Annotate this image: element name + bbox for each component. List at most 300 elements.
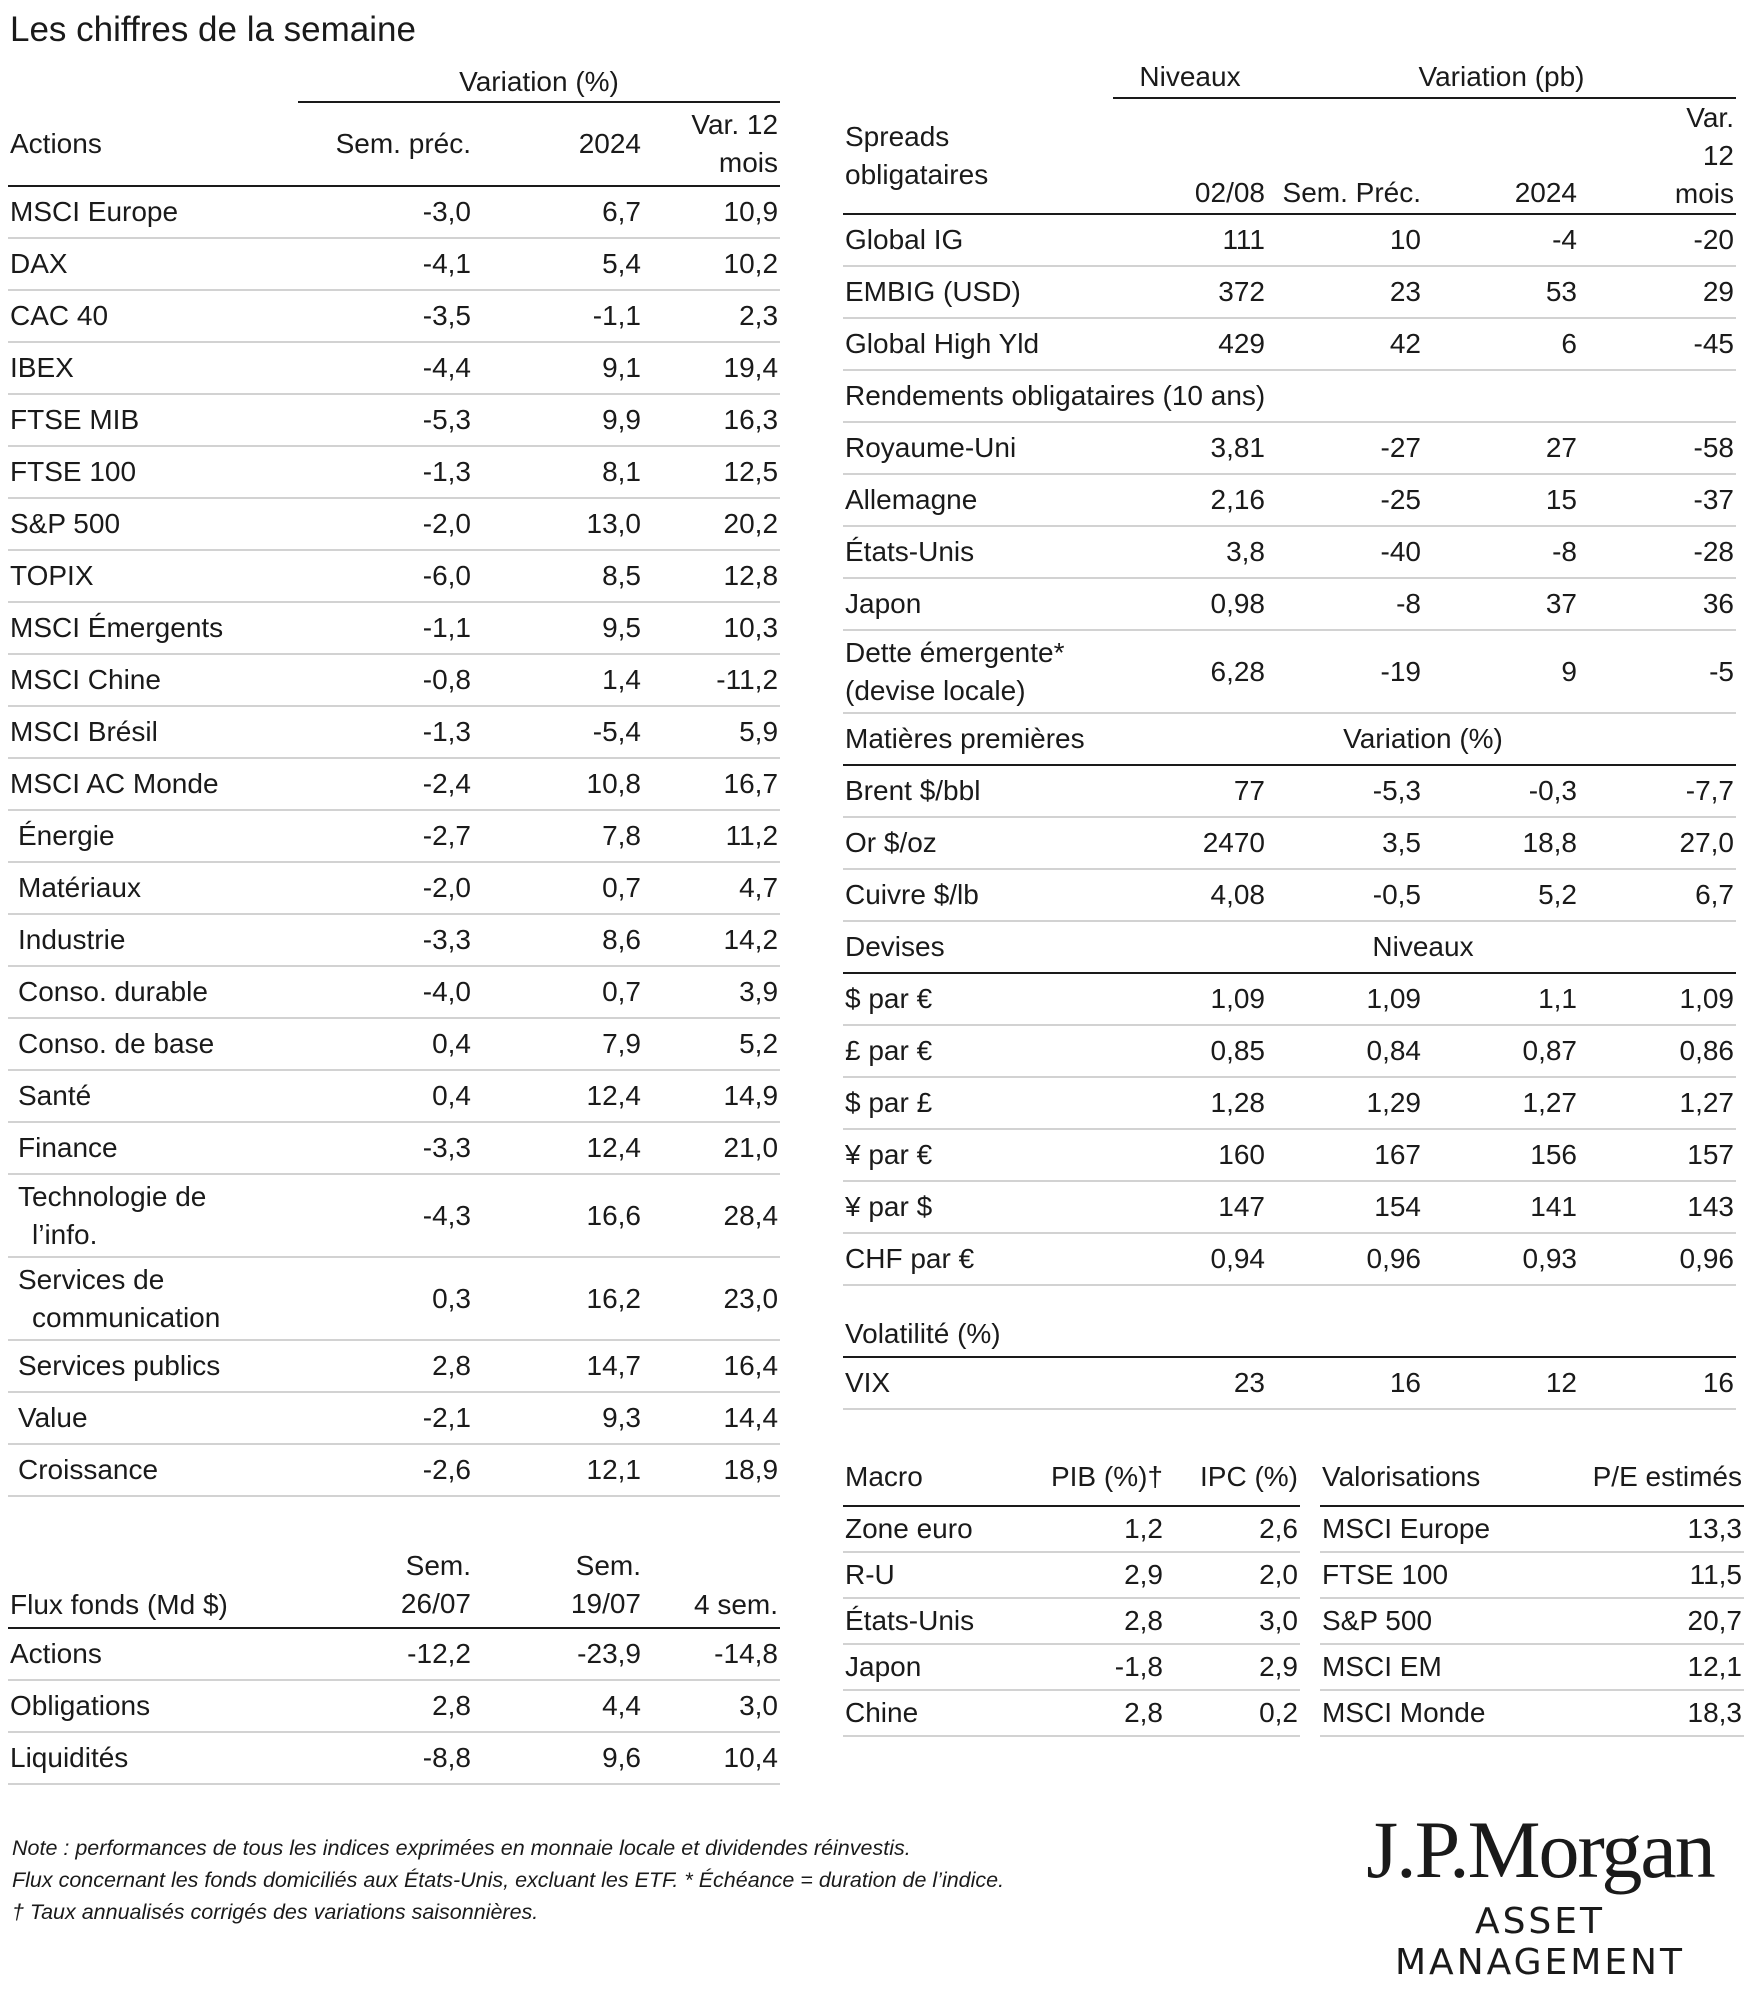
row-value: 18,9: [643, 1444, 780, 1496]
row-label: CAC 40: [8, 290, 298, 342]
row-value: 27,0: [1579, 817, 1736, 869]
row-value: 1,28: [1113, 1077, 1267, 1129]
row-label: R-U: [843, 1552, 1018, 1598]
row-label: Conso. durable: [8, 966, 298, 1018]
row-value: 3,9: [643, 966, 780, 1018]
row-value: 3,81: [1113, 422, 1267, 474]
row-value: 5,2: [1423, 869, 1579, 921]
commodity-row: [843, 869, 1736, 921]
row-value: 3,0: [643, 1680, 780, 1732]
logo-subtitle: ASSET MANAGEMENT: [1395, 1901, 1685, 1983]
equities-header-ytd: 2024: [473, 102, 643, 186]
row-value: 6,7: [473, 186, 643, 238]
row-value: -6,0: [298, 550, 473, 602]
row-value: 1,27: [1423, 1077, 1579, 1129]
row-value: -5: [1579, 630, 1736, 713]
macro-table: [843, 1448, 1300, 1737]
row-value: 0,86: [1579, 1025, 1736, 1077]
footnote-line: Note : performances de tous les indices exprimées en monnaie locale et dividendes réinvestis.: [12, 1836, 911, 1860]
equity-row: [8, 654, 780, 706]
fixed-income-table: [843, 56, 1736, 1410]
row-label: $ par €: [843, 973, 1113, 1025]
volatility-row: [843, 1357, 1736, 1409]
row-value: 141: [1423, 1181, 1579, 1233]
row-value: -4,3: [298, 1174, 473, 1257]
row-value: 14,2: [643, 914, 780, 966]
fx-section-label: Devises: [843, 921, 1113, 973]
row-value: 0,4: [298, 1070, 473, 1122]
row-value: 4,08: [1113, 869, 1267, 921]
row-value: -2,0: [298, 498, 473, 550]
row-value: -3,3: [298, 914, 473, 966]
row-label: Cuivre $/lb: [843, 869, 1113, 921]
flow-row: [8, 1732, 780, 1784]
macro-row: [843, 1598, 1300, 1644]
macro-row: [843, 1644, 1300, 1690]
row-value: 18,3: [1550, 1690, 1744, 1736]
bonds-header-date: 02/08: [1113, 98, 1267, 214]
row-value: 9,6: [473, 1732, 643, 1784]
row-label: Global High Yld: [843, 318, 1113, 370]
equity-row: [8, 394, 780, 446]
row-value: 23: [1113, 1357, 1267, 1409]
row-label: États-Unis: [843, 526, 1113, 578]
equity-row: [8, 862, 780, 914]
equities-header-actions: Actions: [8, 102, 298, 186]
row-value: 0,7: [473, 862, 643, 914]
row-label-line2: l’info.: [32, 1218, 98, 1250]
row-value: 2,16: [1113, 474, 1267, 526]
commodity-row: [843, 765, 1736, 817]
equity-row: [8, 758, 780, 810]
row-label: Value: [8, 1392, 298, 1444]
row-label: Japon: [843, 1644, 1018, 1690]
row-value: -3,0: [298, 186, 473, 238]
row-value: 0,4: [298, 1018, 473, 1070]
row-label: [8, 1174, 298, 1257]
row-label: Zone euro: [843, 1506, 1018, 1552]
row-value: 1,09: [1267, 973, 1423, 1025]
row-value: 1,4: [473, 654, 643, 706]
row-value: 8,1: [473, 446, 643, 498]
row-value: 12,8: [643, 550, 780, 602]
commodity-row: [843, 817, 1736, 869]
row-value: 6,7: [1579, 869, 1736, 921]
spread-row: [843, 318, 1736, 370]
row-value: 1,1: [1423, 973, 1579, 1025]
row-value: 27: [1423, 422, 1579, 474]
row-label: Croissance: [8, 1444, 298, 1496]
row-value: 12,5: [643, 446, 780, 498]
row-value: 147: [1113, 1181, 1267, 1233]
row-label: Actions: [8, 1628, 298, 1680]
row-value: -8: [1423, 526, 1579, 578]
row-value: 0,96: [1267, 1233, 1423, 1285]
row-label: Liquidités: [8, 1732, 298, 1784]
row-value: -0,8: [298, 654, 473, 706]
row-label: S&P 500: [8, 498, 298, 550]
row-value: 7,9: [473, 1018, 643, 1070]
row-label: CHF par €: [843, 1233, 1113, 1285]
row-label: MSCI Europe: [8, 186, 298, 238]
page-title: Les chiffres de la semaine: [10, 10, 416, 49]
equities-group-header: Variation (%): [298, 62, 780, 102]
footnotes: [12, 1832, 1004, 1928]
row-value: 15: [1423, 474, 1579, 526]
row-label: Conso. de base: [8, 1018, 298, 1070]
row-label: Brent $/bbl: [843, 765, 1113, 817]
row-label: Matériaux: [8, 862, 298, 914]
row-label: VIX: [843, 1357, 1113, 1409]
macro-row: [843, 1552, 1300, 1598]
row-label: $ par £: [843, 1077, 1113, 1129]
equity-row: [8, 238, 780, 290]
jpmorgan-logo: [1325, 1805, 1755, 1983]
row-value: 12: [1423, 1357, 1579, 1409]
row-value: 156: [1423, 1129, 1579, 1181]
row-label: FTSE 100: [1320, 1552, 1550, 1598]
valuations-header-pe: P/E estimés: [1550, 1448, 1744, 1506]
fx-row: [843, 1181, 1736, 1233]
row-label: EMBIG (USD): [843, 266, 1113, 318]
row-value: -1,3: [298, 446, 473, 498]
row-value: 6: [1423, 318, 1579, 370]
row-value: -4,4: [298, 342, 473, 394]
flows-header-w1: Sem. 26/07: [298, 1532, 473, 1628]
valuation-row: [1320, 1506, 1744, 1552]
row-value: -8: [1267, 578, 1423, 630]
row-value: -11,2: [643, 654, 780, 706]
row-value: 0,87: [1423, 1025, 1579, 1077]
row-value: 429: [1113, 318, 1267, 370]
row-value: 10,3: [643, 602, 780, 654]
equities-header-12m: Var. 12 mois: [643, 102, 780, 186]
row-value: 12,4: [473, 1070, 643, 1122]
row-value: 9,1: [473, 342, 643, 394]
row-value: 2,0: [1165, 1552, 1300, 1598]
row-value: 16,4: [643, 1340, 780, 1392]
valuation-row: [1320, 1552, 1744, 1598]
row-value: 12,1: [473, 1444, 643, 1496]
row-value: 16,2: [473, 1257, 643, 1340]
row-value: 3,0: [1165, 1598, 1300, 1644]
row-value: 154: [1267, 1181, 1423, 1233]
footnote-line: † Taux annualisés corrigés des variations saisonnières.: [12, 1900, 539, 1924]
row-value: 20,2: [643, 498, 780, 550]
row-label: Obligations: [8, 1680, 298, 1732]
row-value: 1,09: [1579, 973, 1736, 1025]
valuation-row: [1320, 1690, 1744, 1736]
row-value: 2,9: [1018, 1552, 1165, 1598]
row-value: -4,1: [298, 238, 473, 290]
macro-header-gdp: PIB (%)†: [1018, 1448, 1165, 1506]
row-label: Santé: [8, 1070, 298, 1122]
row-value: -2,0: [298, 862, 473, 914]
equity-row: [8, 290, 780, 342]
row-value: 5,9: [643, 706, 780, 758]
row-value: 0,93: [1423, 1233, 1579, 1285]
row-label: ¥ par $: [843, 1181, 1113, 1233]
equity-row: [8, 966, 780, 1018]
footnote-line: Flux concernant les fonds domiciliés aux États-Unis, excluant les ETF. * Échéance = duration de l’indice.: [12, 1868, 1005, 1892]
row-label: Chine: [843, 1690, 1018, 1736]
row-value: -25: [1267, 474, 1423, 526]
row-value: -0,3: [1423, 765, 1579, 817]
yields-section-label: Rendements obligataires (10 ans): [843, 370, 1736, 422]
fx-row: [843, 973, 1736, 1025]
row-value: 53: [1423, 266, 1579, 318]
row-value: 6,28: [1113, 630, 1267, 713]
row-label: MSCI Europe: [1320, 1506, 1550, 1552]
spread-row: [843, 214, 1736, 266]
valuations-table: [1320, 1448, 1744, 1737]
row-label: TOPIX: [8, 550, 298, 602]
equity-row: [8, 446, 780, 498]
macro-header-label: Macro: [843, 1448, 1018, 1506]
bonds-header-week: Sem. Préc.: [1267, 98, 1423, 214]
row-value: 14,7: [473, 1340, 643, 1392]
fund-flows-table: [8, 1532, 780, 1785]
row-value: -12,2: [298, 1628, 473, 1680]
row-label: FTSE MIB: [8, 394, 298, 446]
equity-row: [8, 498, 780, 550]
bonds-group-variation: Variation (pb): [1267, 56, 1736, 98]
equity-row: [8, 342, 780, 394]
row-value: 13,3: [1550, 1506, 1744, 1552]
row-value: -58: [1579, 422, 1736, 474]
equity-row: [8, 1444, 780, 1496]
row-value: 5,2: [643, 1018, 780, 1070]
row-label: S&P 500: [1320, 1598, 1550, 1644]
row-value: 77: [1113, 765, 1267, 817]
row-value: -1,8: [1018, 1644, 1165, 1690]
row-value: 4,4: [473, 1680, 643, 1732]
row-value: 9: [1423, 630, 1579, 713]
equity-row: [8, 1122, 780, 1174]
bonds-group-levels: Niveaux: [1113, 56, 1267, 98]
equity-row: [8, 1018, 780, 1070]
row-value: 0,2: [1165, 1690, 1300, 1736]
row-value: 14,4: [643, 1392, 780, 1444]
row-label: Industrie: [8, 914, 298, 966]
row-label: Services publics: [8, 1340, 298, 1392]
row-value: 42: [1267, 318, 1423, 370]
row-label: Finance: [8, 1122, 298, 1174]
row-value: 11,2: [643, 810, 780, 862]
row-value: -19: [1267, 630, 1423, 713]
row-value: 2,8: [1018, 1690, 1165, 1736]
row-value: -23,9: [473, 1628, 643, 1680]
row-label: Japon: [843, 578, 1113, 630]
row-label: FTSE 100: [8, 446, 298, 498]
row-value: -4,0: [298, 966, 473, 1018]
row-value: -40: [1267, 526, 1423, 578]
row-label: Énergie: [8, 810, 298, 862]
fx-group-header: Niveaux: [1267, 921, 1579, 973]
row-value: 23,0: [643, 1257, 780, 1340]
row-value: 1,09: [1113, 973, 1267, 1025]
flow-row: [8, 1628, 780, 1680]
row-value: 167: [1267, 1129, 1423, 1181]
fx-row: [843, 1129, 1736, 1181]
row-value: -2,4: [298, 758, 473, 810]
row-value: 0,84: [1267, 1025, 1423, 1077]
row-value: 9,5: [473, 602, 643, 654]
row-value: 20,7: [1550, 1598, 1744, 1644]
row-label-line2: (devise locale): [845, 674, 1026, 706]
row-label-line1: Technologie de: [18, 1180, 207, 1212]
row-value: 13,0: [473, 498, 643, 550]
row-value: 10: [1267, 214, 1423, 266]
row-value: 1,2: [1018, 1506, 1165, 1552]
equity-row: [8, 1340, 780, 1392]
row-value: 0,96: [1579, 1233, 1736, 1285]
row-label-line2: communication: [32, 1301, 221, 1333]
row-value: -14,8: [643, 1628, 780, 1680]
valuation-row: [1320, 1644, 1744, 1690]
macro-row: [843, 1506, 1300, 1552]
row-value: 2,9: [1165, 1644, 1300, 1690]
row-value: 4,7: [643, 862, 780, 914]
row-label: États-Unis: [843, 1598, 1018, 1644]
row-value: 23: [1267, 266, 1423, 318]
row-value: 29: [1579, 266, 1736, 318]
row-label: MSCI Brésil: [8, 706, 298, 758]
row-value: 11,5: [1550, 1552, 1744, 1598]
row-label: Global IG: [843, 214, 1113, 266]
yield-row: [843, 474, 1736, 526]
row-label: Or $/oz: [843, 817, 1113, 869]
row-value: 10,4: [643, 1732, 780, 1784]
equity-row: [8, 914, 780, 966]
row-value: 9,9: [473, 394, 643, 446]
flows-header-label: Flux fonds (Md $): [8, 1532, 298, 1628]
row-value: -1,1: [298, 602, 473, 654]
row-value: 16: [1579, 1357, 1736, 1409]
equity-row: [8, 1070, 780, 1122]
equity-row: [8, 602, 780, 654]
logo-wordmark: J.P.Morgan: [1366, 1804, 1714, 1895]
valuations-header-label: Valorisations: [1320, 1448, 1550, 1506]
row-value: 9,3: [473, 1392, 643, 1444]
row-label: MSCI Monde: [1320, 1690, 1550, 1736]
row-value: 111: [1113, 214, 1267, 266]
row-value: -27: [1267, 422, 1423, 474]
equities-table: [8, 62, 780, 1497]
row-value: -5,3: [1267, 765, 1423, 817]
row-label: IBEX: [8, 342, 298, 394]
row-value: 5,4: [473, 238, 643, 290]
row-value: 2470: [1113, 817, 1267, 869]
equity-row: [8, 550, 780, 602]
row-value: 160: [1113, 1129, 1267, 1181]
row-label: £ par €: [843, 1025, 1113, 1077]
equity-row: [8, 186, 780, 238]
fx-row: [843, 1025, 1736, 1077]
equity-row: [8, 1257, 780, 1340]
row-value: -2,7: [298, 810, 473, 862]
row-label: MSCI AC Monde: [8, 758, 298, 810]
row-value: -7,7: [1579, 765, 1736, 817]
row-value: -8,8: [298, 1732, 473, 1784]
row-label-line1: Services de: [18, 1263, 165, 1295]
row-value: -3,3: [298, 1122, 473, 1174]
flows-header-w2: Sem. 19/07: [473, 1532, 643, 1628]
row-value: -2,1: [298, 1392, 473, 1444]
row-value: 10,8: [473, 758, 643, 810]
row-label: DAX: [8, 238, 298, 290]
row-value: -5,4: [473, 706, 643, 758]
row-value: 10,2: [643, 238, 780, 290]
row-value: -2,6: [298, 1444, 473, 1496]
row-value: 36: [1579, 578, 1736, 630]
spread-row: [843, 266, 1736, 318]
valuation-row: [1320, 1598, 1744, 1644]
yield-row: [843, 422, 1736, 474]
row-value: -1,1: [473, 290, 643, 342]
row-value: 0,3: [298, 1257, 473, 1340]
yield-row: [843, 630, 1736, 713]
yield-row: [843, 578, 1736, 630]
fx-row: [843, 1077, 1736, 1129]
row-value: 0,98: [1113, 578, 1267, 630]
row-value: -0,5: [1267, 869, 1423, 921]
row-label: Royaume-Uni: [843, 422, 1113, 474]
row-label: MSCI Émergents: [8, 602, 298, 654]
equity-row: [8, 1392, 780, 1444]
row-value: 12,4: [473, 1122, 643, 1174]
volatility-section-label: Volatilité (%): [843, 1285, 1113, 1357]
row-value: 2,8: [298, 1340, 473, 1392]
bonds-header-spreads: Spreads obligataires: [843, 98, 1113, 214]
equity-row: [8, 1174, 780, 1257]
equity-row: [8, 810, 780, 862]
row-value: 2,6: [1165, 1506, 1300, 1552]
row-value: 37: [1423, 578, 1579, 630]
row-value: 8,5: [473, 550, 643, 602]
row-label: ¥ par €: [843, 1129, 1113, 1181]
row-value: 16,6: [473, 1174, 643, 1257]
row-label: MSCI EM: [1320, 1644, 1550, 1690]
row-value: 1,29: [1267, 1077, 1423, 1129]
row-label-line1: Dette émergente*: [845, 636, 1065, 668]
row-value: 16,7: [643, 758, 780, 810]
row-value: 157: [1579, 1129, 1736, 1181]
yield-row: [843, 526, 1736, 578]
row-value: -1,3: [298, 706, 473, 758]
row-value: 16: [1267, 1357, 1423, 1409]
row-value: 2,8: [298, 1680, 473, 1732]
row-value: -45: [1579, 318, 1736, 370]
row-value: 3,8: [1113, 526, 1267, 578]
row-value: -4: [1423, 214, 1579, 266]
row-value: 2,3: [643, 290, 780, 342]
bonds-header-12m: Var. 12 mois: [1579, 98, 1736, 214]
row-value: 16,3: [643, 394, 780, 446]
row-value: 0,94: [1113, 1233, 1267, 1285]
row-value: 3,5: [1267, 817, 1423, 869]
row-value: -37: [1579, 474, 1736, 526]
row-value: 2,8: [1018, 1598, 1165, 1644]
bonds-header-ytd: 2024: [1423, 98, 1579, 214]
row-value: 28,4: [643, 1174, 780, 1257]
macro-row: [843, 1690, 1300, 1736]
row-value: 7,8: [473, 810, 643, 862]
row-value: -5,3: [298, 394, 473, 446]
row-value: -3,5: [298, 290, 473, 342]
row-label: [8, 1257, 298, 1340]
commodities-section-label: Matières premières: [843, 713, 1113, 765]
